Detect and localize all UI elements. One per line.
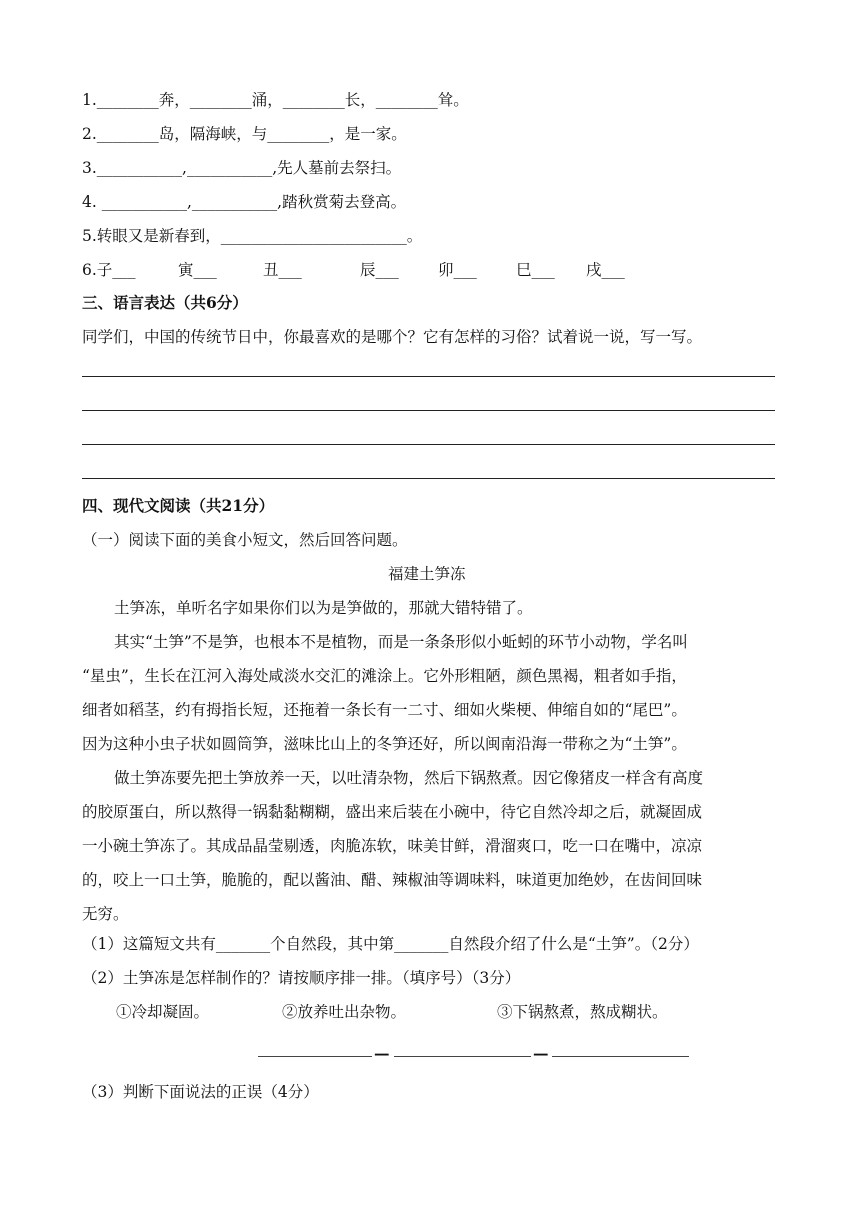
answer-blank — [394, 1056, 531, 1057]
writing-line — [82, 376, 775, 377]
paragraph-line: “星虫”，生长在江河入海处咸淡水交汇的滩涂上。它外形粗陋，颜色黑褐，粗者如手指， — [82, 667, 687, 685]
section-heading-modern-reading: 四、现代文阅读（共21分） — [82, 496, 275, 515]
zodiac-branch-item: 寅___ — [178, 261, 217, 279]
sequence-dash: — — [533, 1044, 549, 1063]
writing-line — [82, 410, 775, 411]
writing-line — [82, 444, 775, 445]
paragraph-line: 其实“土笋”不是笋，也根本不是植物，而是一条条形似小蚯蚓的环节小动物，学名叫 — [114, 633, 688, 651]
zodiac-branch-item: 丑___ — [263, 261, 302, 279]
reading-question-1: （1）这篇短文共有_______个自然段，其中第_______自然段介绍了什么是“土笋”。（2分） — [82, 935, 699, 953]
fill-question-4: 4. ___________,___________,踏秋赏菊去登高。 — [82, 193, 407, 211]
section-prompt: 同学们，中国的传统节日中，你最喜欢的是哪个？它有怎样的习俗？试着说一说，写一写。 — [82, 328, 703, 346]
option-item: ②放养吐出杂物。 — [282, 1003, 407, 1021]
writing-line — [82, 478, 775, 479]
fill-question-5: 5.转眼又是新春到，________________________。 — [82, 227, 423, 245]
paragraph-line: 做土笋冻要先把土笋放养一天，以吐清杂物，然后下锅熬煮。因它像猪皮一样含有高度 — [114, 769, 704, 787]
article-paragraph-1: 土笋冻，单听名字如果你们以为是笋做的，那就大错特错了。 — [114, 599, 533, 617]
reading-question-3: （3）判断下面说法的正误（4分） — [82, 1083, 319, 1101]
zodiac-branch-item: 6.子___ — [82, 261, 136, 279]
paragraph-line: 一小碗土笋冻了。其成品晶莹剔透，肉脆冻软，味美甘鲜，滑溜爽口，吃一口在嘴中，凉凉 — [82, 837, 703, 855]
section-heading-language-expression: 三、语言表达（共6分） — [82, 293, 248, 312]
zodiac-branch-item: 卯___ — [438, 261, 477, 279]
sequence-dash: — — [374, 1044, 390, 1063]
answer-blank — [552, 1056, 689, 1057]
fill-question-3: 3.___________,___________,先人墓前去祭扫。 — [82, 159, 402, 177]
fill-question-1: 1.________奔，________涌，________长，________耸。 — [82, 91, 469, 109]
answer-blank — [258, 1056, 372, 1057]
zodiac-branch-item: 辰___ — [360, 261, 399, 279]
paragraph-line: 的胶原蛋白，所以熬得一锅黏黏糊糊，盛出来后装在小碗中，待它自然冷却之后，就凝固成 — [82, 803, 703, 821]
paragraph-line: 细者如稻茎，约有拇指长短，还拖着一条长有一二寸、细如火柴梗、伸缩自如的“尾巴”。 — [82, 701, 687, 719]
option-item: ①冷却凝固。 — [116, 1003, 210, 1021]
fill-question-2: 2.________岛，隔海峡，与________，是一家。 — [82, 125, 407, 143]
reading-question-2: （2）土笋冻是怎样制作的？请按顺序排一排。（填序号）（3分） — [82, 969, 521, 987]
paragraph-line: 无穷。 — [82, 905, 129, 923]
zodiac-branch-item: 戌___ — [586, 261, 625, 279]
paragraph-line: 的，咬上一口土笋，脆脆的，配以酱油、醋、辣椒油等调味料，味道更加绝妙，在齿间回味 — [82, 871, 703, 889]
paragraph-line: 因为这种小虫子状如圆筒笋，滋味比山上的冬笋还好，所以闽南沿海一带称之为“土笋”。 — [82, 735, 687, 753]
article-title: 福建土笋冻 — [388, 565, 466, 583]
option-item: ③下锅熬煮，熬成糊状。 — [497, 1003, 668, 1021]
zodiac-branch-item: 巳___ — [516, 261, 555, 279]
reading-intro: （一）阅读下面的美食小短文，然后回答问题。 — [82, 531, 408, 549]
